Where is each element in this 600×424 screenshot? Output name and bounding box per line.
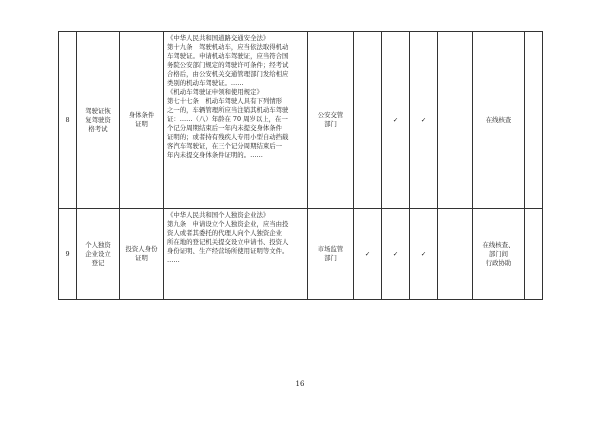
basis-line: 合格后，由公安机关交通管理部门发给相应: [167, 70, 289, 78]
basis-line: 客汽车驾驶证，在三个记分周期结束后一: [167, 142, 283, 150]
basis-line: 个记分周期结束后一年内未提交身体条件: [167, 124, 283, 132]
issuing-department: 公安交管 部门: [308, 32, 354, 209]
certificate-table: [58, 31, 543, 300]
page-number: 16: [295, 380, 305, 388]
basis-line: 证：……（八）年龄在 70 周岁以上，在一: [167, 115, 288, 123]
item-name: 个人独资 企业设立 登记: [77, 209, 120, 300]
basis-line: 之一的，车辆管理所应当注销其机动车驾驶: [167, 106, 289, 114]
issuing-department: 市场监管 部门: [308, 209, 354, 300]
table-row: [59, 209, 543, 300]
basis-line: 年内未提交身体条件证明的。……: [167, 151, 263, 159]
handling-method: 在线核查、 部门间 行政协助: [473, 209, 525, 300]
basis-line: 第九条 申请设立个人独资企业，应当由投: [167, 220, 289, 228]
row-index: 9: [59, 209, 77, 300]
basis-line: 类别的机动车驾驶证。……: [167, 79, 244, 87]
handling-method: 在线核查: [473, 32, 525, 209]
basis-line: 车驾驶证。申请机动车驾驶证，应当符合国: [167, 52, 289, 60]
basis-line: 证明的；或者持有残疾人专用小型自动挡载: [167, 133, 289, 141]
remark-cell: [525, 32, 543, 209]
check-cell: ✓: [382, 209, 410, 300]
basis-line: 务院公安部门规定的驾驶许可条件；经考试: [167, 61, 289, 69]
basis-line: ……: [167, 256, 180, 264]
check-cell: ✓: [354, 209, 382, 300]
row-index: 8: [59, 32, 77, 209]
item-name: 驾驶证恢 复驾驶资 格考试: [77, 32, 120, 209]
check-cell: ✓: [410, 209, 438, 300]
check-cell: ✓: [382, 32, 410, 209]
basis-line: 第七十七条 机动车驾驶人具有下列情形: [167, 97, 283, 105]
basis-line: 第十九条 驾驶机动车，应当依法取得机动: [167, 43, 289, 51]
basis-line: 《中华人民共和国个人独资企业法》: [167, 211, 270, 219]
legal-basis: [164, 32, 308, 209]
required-material: 身体条件 证明: [120, 32, 164, 209]
basis-line: 《中华人民共和国道路交通安全法》: [167, 34, 270, 42]
check-cell: ✓: [410, 32, 438, 209]
check-cell: [438, 32, 473, 209]
required-material: 投资人身份 证明: [120, 209, 164, 300]
remark-cell: [525, 209, 543, 300]
table-row: [59, 32, 543, 209]
legal-basis: [164, 209, 308, 300]
check-cell: [354, 32, 382, 209]
check-cell: [438, 209, 473, 300]
basis-line: 《机动车驾驶证申领和使用规定》: [167, 88, 263, 96]
basis-line: 身份证明、生产经营场所使用证明等文件。: [167, 247, 289, 255]
basis-line: 所在地的登记机关提交设立申请书、投资人: [167, 238, 289, 246]
basis-line: 资人或者其委托的代理人向个人独资企业: [167, 229, 283, 237]
